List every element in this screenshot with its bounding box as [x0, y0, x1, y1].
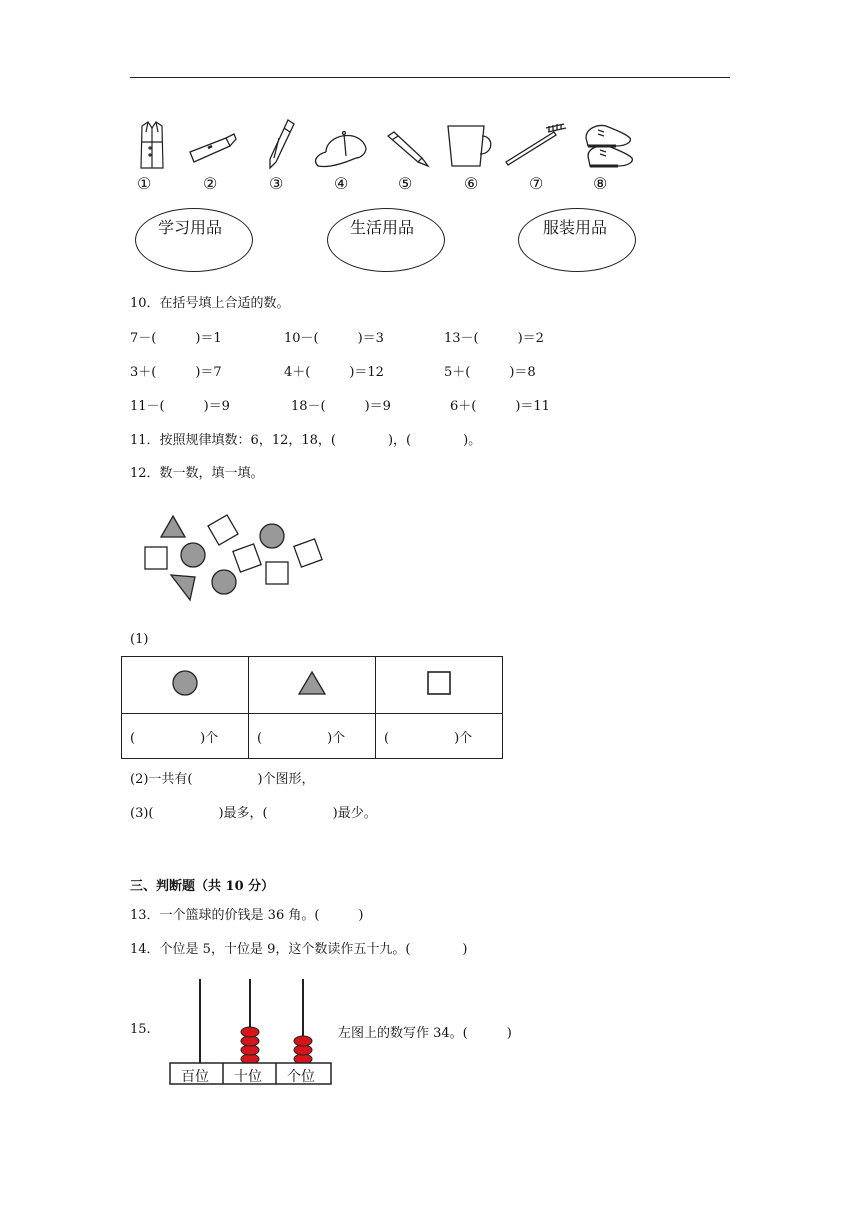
- q14-text: 14．个位是 5，十位是 9，这个数读作五十九。( ): [130, 942, 468, 957]
- category-label-study: 学习用品: [158, 218, 223, 237]
- q10-r3-c2: 18－( )＝9: [291, 399, 391, 414]
- category-label-daily: 生活用品: [350, 218, 415, 237]
- q10-r2-c3: 5＋( )＝8: [444, 365, 536, 380]
- q10-r1-c1: 7－( )＝1: [130, 331, 222, 346]
- pen-icon: [388, 132, 428, 166]
- q10-r3-c1: 11－( )＝9: [130, 399, 230, 414]
- q12-part3: (3)( )最多，( )最少。: [130, 806, 377, 821]
- triangle-icon: [297, 669, 327, 697]
- cup-icon: [448, 126, 491, 166]
- square-shape: [145, 547, 167, 569]
- shapes-cluster: [140, 510, 330, 605]
- abacus-bead: [294, 1036, 312, 1046]
- circle-shape: [181, 543, 205, 567]
- abacus-beads: [241, 1027, 312, 1064]
- shoes-icon: [586, 126, 632, 167]
- item-number-4: ④: [334, 174, 349, 193]
- q15-text: 左图上的数写作 34。( ): [338, 1026, 512, 1041]
- square-shape: [294, 539, 322, 567]
- item-number-2: ②: [203, 174, 218, 193]
- item-number-5: ⑤: [398, 174, 413, 193]
- abacus-bead: [241, 1027, 259, 1037]
- q10-r3-c3: 6＋( )＝11: [450, 399, 550, 414]
- square-shape: [233, 544, 261, 572]
- circle-shape: [212, 570, 236, 594]
- top-rule: [130, 77, 730, 78]
- q15-number: 15.: [130, 1022, 151, 1037]
- item-number-8: ⑧: [593, 174, 608, 193]
- item-number-1: ①: [137, 174, 152, 193]
- items-icon-row: [130, 118, 650, 170]
- square-shape: [266, 562, 288, 584]
- section-3-title: 三、判断题（共 10 分）: [130, 879, 275, 894]
- cap-icon: [316, 132, 366, 167]
- triangle-shape: [161, 516, 185, 537]
- q13-text: 13．一个篮球的价钱是 36 角。( ): [130, 908, 364, 923]
- item-number-6: ⑥: [464, 174, 479, 193]
- abacus-label-tens: 十位: [234, 1069, 262, 1085]
- q10-r1-c2: 10－( )＝3: [284, 331, 384, 346]
- abacus-label-ones: 个位: [287, 1069, 315, 1085]
- q10-title: 10．在括号填上合适的数。: [130, 296, 290, 311]
- shape-count-table: [121, 656, 503, 759]
- q12-part2: (2)一共有( )个图形，: [130, 772, 315, 787]
- item-number-3: ③: [269, 174, 284, 193]
- abacus-label-hundreds: 百位: [181, 1069, 209, 1085]
- q10-r1-c3: 13－( )＝2: [444, 331, 544, 346]
- square-shape: [208, 515, 238, 545]
- square-icon: [425, 669, 453, 697]
- count-cell-square[interactable]: ( )个: [376, 714, 503, 759]
- q10-r2-c1: 3＋( )＝7: [130, 365, 222, 380]
- circle-shape: [260, 524, 284, 548]
- q11-text: 11．按照规律填数：6，12，18，( )，( )。: [130, 433, 482, 448]
- item-number-7: ⑦: [529, 174, 544, 193]
- q12-title: 12．数一数，填一填。: [130, 466, 264, 481]
- toothpaste-icon: [190, 134, 236, 162]
- pencil-icon: [270, 120, 294, 168]
- q10-r2-c2: 4＋( )＝12: [284, 365, 384, 380]
- table-square-cell: [376, 657, 503, 714]
- q12-part1-label: (1): [130, 632, 149, 647]
- count-cell-circle[interactable]: ( )个: [122, 714, 249, 759]
- circle-icon: [171, 669, 199, 697]
- triangle-shape: [171, 575, 195, 600]
- count-cell-triangle[interactable]: ( )个: [249, 714, 376, 759]
- table-circle-cell: [122, 657, 249, 714]
- category-label-clothing: 服装用品: [543, 218, 608, 237]
- coat-icon: [141, 122, 163, 168]
- toothbrush-icon: [506, 124, 566, 165]
- table-triangle-cell: [249, 657, 376, 714]
